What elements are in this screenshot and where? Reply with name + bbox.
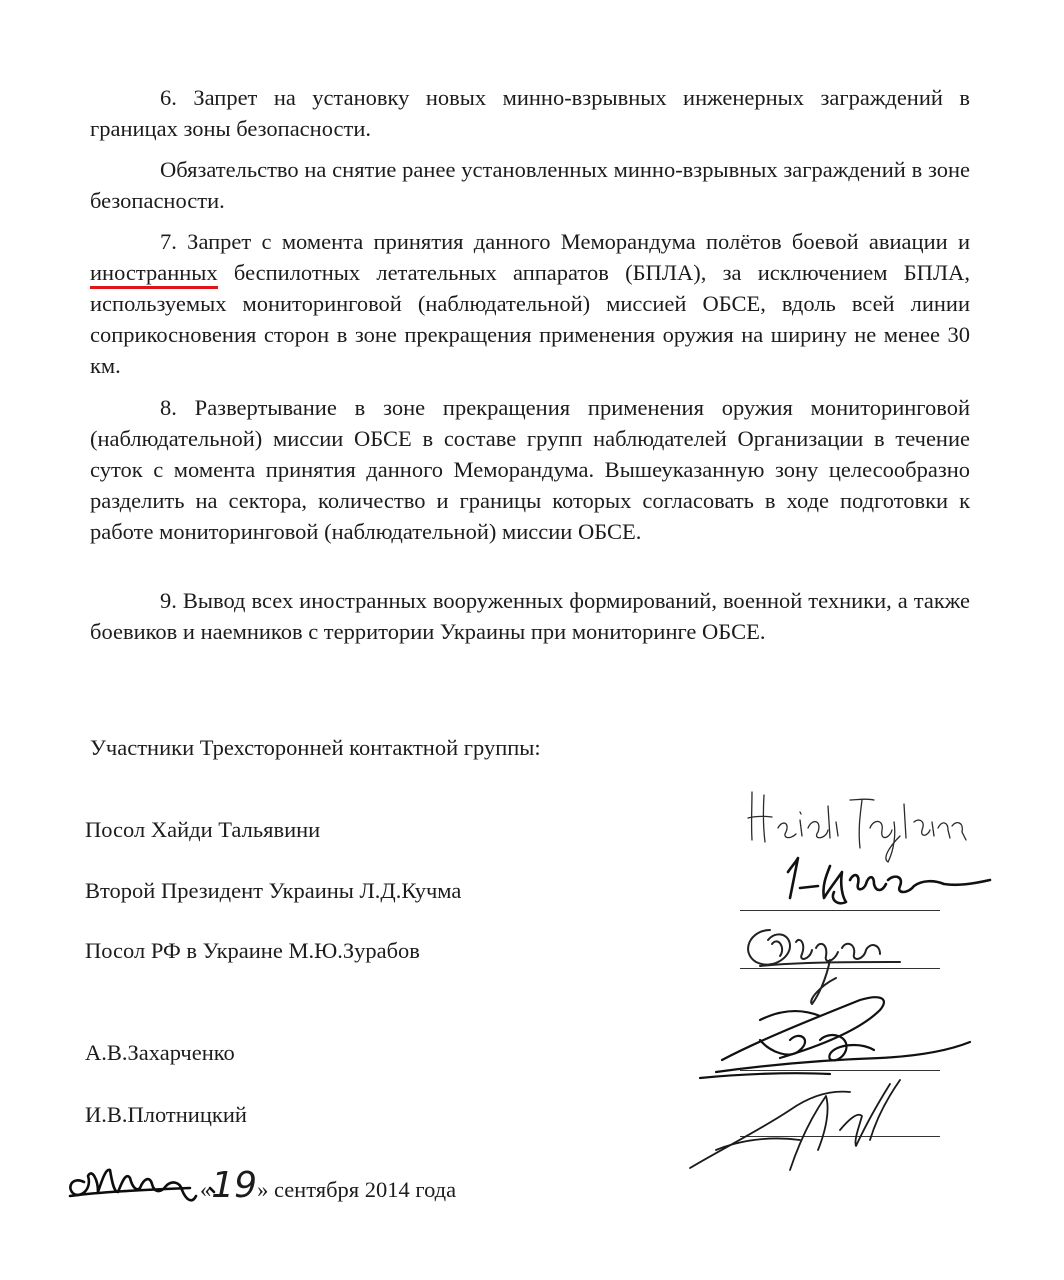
paragraph-6-text: 6. Запрет на установку новых минно-взрывных инженерных заграждений в границах зоны безопасности. xyxy=(90,85,970,141)
signature-line xyxy=(740,910,940,911)
signature-line xyxy=(740,968,940,969)
paragraph-9 xyxy=(90,585,970,647)
paragraph-9-text: 9. Вывод всех иностранных вооруженных формирований, военной техники, а также боевиков и наемников с территории Украины при мониторинге ОБСЕ. xyxy=(90,588,970,644)
signer-zakharchenko: А.В.Захарченко xyxy=(85,1040,235,1065)
paragraph-8 xyxy=(90,392,970,547)
date-quote-open: « xyxy=(200,1177,212,1202)
paragraph-7-text-end: беспилотных летательных аппаратов (БПЛА), за исключением БПЛА, используемых мониторинговой (наблюдательной) миссией ОБСЕ, вдоль всей линии соприкосновения сторон в зоне прекращения применения оружия на ширину не менее 30 км. xyxy=(90,260,970,378)
signer-plotnitsky: И.В.Плотницкий xyxy=(85,1102,247,1127)
date-rest: сентября 2014 года xyxy=(273,1177,457,1202)
signer-tagliavini: Посол Хайди Тальявини xyxy=(85,817,321,842)
signature-line xyxy=(740,1070,940,1071)
signature-line xyxy=(740,1136,940,1137)
paragraph-6-obligation xyxy=(90,154,970,216)
date-line xyxy=(200,1165,456,1206)
underlined-word: иностранных xyxy=(90,260,218,289)
paragraph-7-text-start: 7. Запрет с момента принятия данного Меморандума полётов боевой авиации и xyxy=(160,229,970,254)
signature-date-left xyxy=(70,1170,214,1200)
participants-heading: Участники Трехсторонней контактной группы: xyxy=(90,735,541,760)
paragraph-8-text: 8. Развертывание в зоне прекращения применения оружия мониторинговой (наблюдательной) миссии ОБСЕ в составе групп наблюдателей Организации в течение суток с момента принятия данного Меморандума. Вышеуказанную зону целесообразно разделить на сектора, количество и границы которых согласовать в ходе подготовки к работе мониторинговой (наблюдательной) миссии ОБСЕ. xyxy=(90,395,970,544)
date-day: 19 xyxy=(211,1165,258,1206)
paragraph-7 xyxy=(90,226,970,381)
signer-zurabov: Посол РФ в Украине М.Ю.Зурабов xyxy=(85,938,420,963)
signer-kuchma: Второй Президент Украины Л.Д.Кучма xyxy=(85,878,462,903)
paragraph-6-obligation-text: Обязательство на снятие ранее установленных минно-взрывных заграждений в зоне безопасности. xyxy=(90,157,970,213)
signature-lines xyxy=(740,820,980,1150)
paragraph-6 xyxy=(90,82,970,144)
date-quote-close: » xyxy=(257,1177,269,1202)
